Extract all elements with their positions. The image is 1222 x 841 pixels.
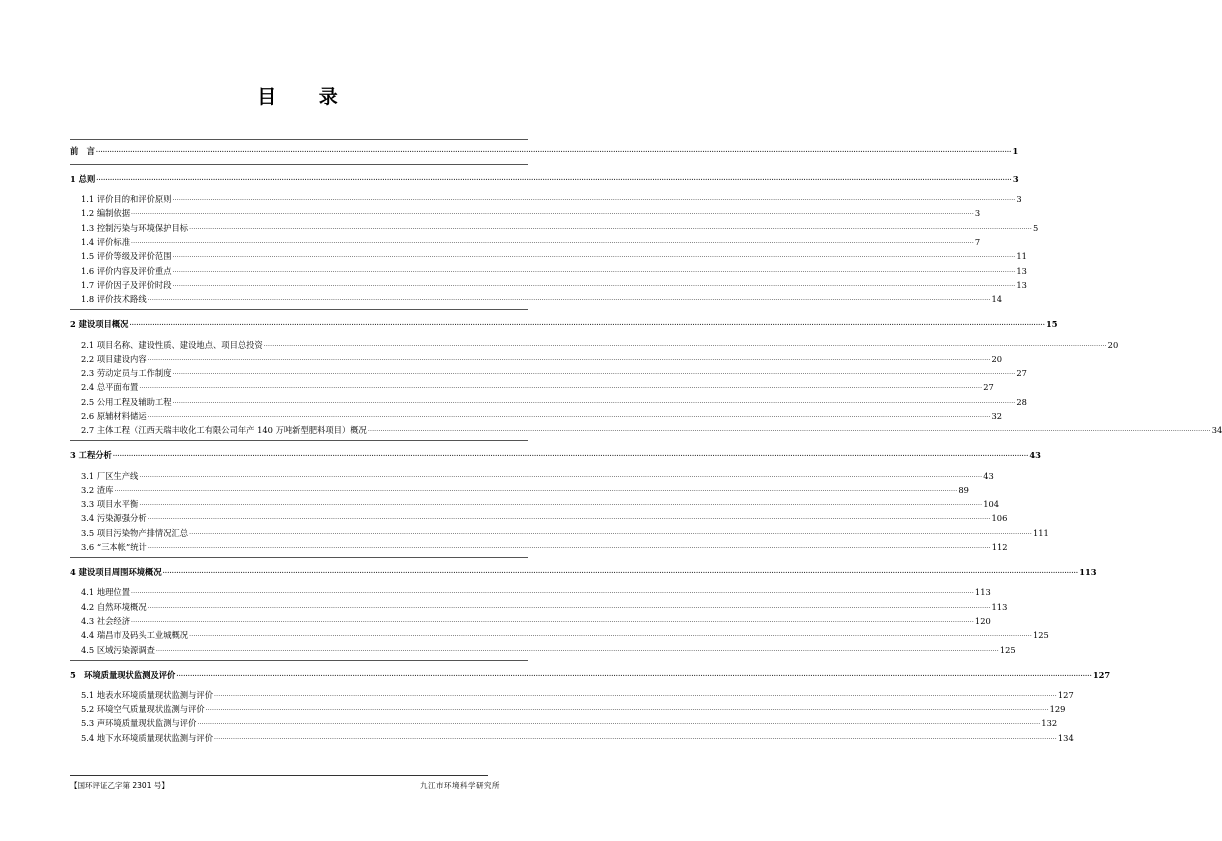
toc-entry-page: 127: [1057, 689, 1074, 700]
toc-leader-dots: ................................................................................................................................................................................................................................................................................................................................................................................................................: [147, 295, 991, 303]
toc-entry-page: 132: [1041, 718, 1058, 729]
toc-entry-page: 125: [1033, 630, 1049, 641]
toc-entry-label: 4.2 自然环境概况: [81, 601, 147, 612]
toc-entry-label: 1.6 评价内容及评价重点: [81, 265, 172, 276]
toc-entry-label: 1.7 评价因子及评价时段: [81, 279, 172, 290]
toc-entry-label: 2.4 总平面布置: [81, 382, 139, 393]
toc-entry-page: 32: [991, 411, 1003, 421]
toc-entry-label: 前 言: [70, 146, 95, 156]
toc-section-entry[interactable]: [70, 716, 1058, 730]
toc-leader-dots: ................................................................................................................................................................................................................................................................................................................................................................................................................: [147, 514, 991, 522]
toc-divider: [70, 164, 528, 165]
toc-leader-dots: ................................................................................................................................................................................................................................................................................................................................................................................................................: [131, 616, 974, 624]
toc-section-entry[interactable]: [70, 642, 1016, 656]
toc-section-entry[interactable]: [70, 600, 1008, 614]
toc-entry-page: 111: [1033, 527, 1049, 538]
toc-section-entry[interactable]: [70, 221, 1039, 235]
toc-leader-dots: ................................................................................................................................................................................................................................................................................................................................................................................................................: [147, 354, 991, 362]
toc-chapter-entry[interactable]: [70, 563, 1097, 581]
toc-leader-dots: ................................................................................................................................................................................................................................................................................................................................................................................................................: [131, 588, 974, 596]
toc-entry-label: 4.4 瑞昌市及码头工业城概况: [81, 630, 189, 641]
toc-entry-page: 113: [1079, 567, 1097, 578]
toc-entry-label: 2.1 项目名称、建设性质、建设地点、项目总投资: [81, 339, 263, 350]
toc-entry-label: 1.4 评价标准: [81, 237, 131, 248]
toc-section-entry[interactable]: [70, 526, 1049, 540]
toc-leader-dots: ................................................................................................................................................................................................................................................................................................................................................................................................................: [263, 340, 1107, 348]
toc-leader-dots: ................................................................................................................................................................................................................................................................................................................................................................................................................: [147, 543, 991, 551]
toc-entry-page: 125: [999, 644, 1016, 655]
footer-certificate: 【国环评证乙字第 2301 号】: [70, 781, 169, 790]
toc-entry-page: 43: [1029, 450, 1041, 461]
toc-leader-dots: ................................................................................................................................................................................................................................................................................................................................................................................................................: [139, 500, 983, 508]
toc-entry-page: 20: [991, 353, 1003, 364]
toc-entry-page: 20: [1107, 339, 1119, 350]
toc-entry-label: 2.3 劳动定员与工作制度: [81, 368, 172, 379]
toc-leader-dots: ................................................................................................................................................................................................................................................................................................................................................................................................................: [197, 719, 1041, 727]
footer-divider: [70, 775, 488, 776]
toc-entry-label: 4.1 地理位置: [81, 587, 131, 598]
toc-leader-dots: ................................................................................................................................................................................................................................................................................................................................................................................................................: [162, 568, 1079, 576]
toc-entry-page: 5: [1033, 222, 1039, 233]
toc-entry-label: 3.1 厂区生产线: [81, 470, 139, 481]
toc-leader-dots: ................................................................................................................................................................................................................................................................................................................................................................................................................: [95, 147, 1012, 154]
toc-chapter-entry[interactable]: [70, 142, 1019, 160]
toc-entry-page: 113: [974, 587, 991, 598]
toc-entry-label: 4.3 社会经济: [81, 615, 131, 626]
toc-section-entry[interactable]: [70, 731, 1074, 745]
toc-entry-page: 129: [1049, 704, 1066, 715]
toc-entry-page: 15: [1046, 319, 1058, 330]
toc-section-entry[interactable]: [70, 483, 969, 497]
toc-leader-dots: ................................................................................................................................................................................................................................................................................................................................................................................................................: [214, 733, 1057, 741]
toc-leader-dots: ................................................................................................................................................................................................................................................................................................................................................................................................................: [139, 471, 983, 479]
toc-entry-page: 112: [991, 542, 1008, 553]
toc-entry-label: 3.3 项目水平衡: [81, 499, 139, 510]
toc-leader-dots: ................................................................................................................................................................................................................................................................................................................................................................................................................: [155, 645, 999, 653]
toc-entry-label: 1.2 编制依据: [81, 208, 131, 219]
toc-entry-page: 13: [1016, 265, 1027, 276]
toc-leader-dots: ................................................................................................................................................................................................................................................................................................................................................................................................................: [172, 397, 1016, 405]
toc-entry-page: 3: [1012, 174, 1019, 184]
toc-entry-page: 106: [991, 513, 1008, 524]
toc-entry-page: 14: [991, 294, 1003, 305]
toc-leader-dots: ................................................................................................................................................................................................................................................................................................................................................................................................................: [172, 280, 1016, 288]
toc-entry-label: 1.8 评价技术路线: [81, 294, 147, 305]
toc-entry-page: 28: [1016, 396, 1027, 407]
toc-entry-page: 27: [1016, 368, 1027, 379]
toc-leader-dots: ................................................................................................................................................................................................................................................................................................................................................................................................................: [189, 223, 1032, 231]
toc-leader-dots: ................................................................................................................................................................................................................................................................................................................................................................................................................: [176, 670, 1092, 678]
toc-entry-label: 2 建设项目概况: [70, 319, 129, 330]
toc-entry-page: 127: [1092, 669, 1111, 680]
toc-entry-label: 5 环境质量现状监测及评价: [70, 669, 176, 680]
toc-leader-dots: ................................................................................................................................................................................................................................................................................................................................................................................................................: [205, 705, 1049, 713]
toc-section-entry[interactable]: [70, 468, 994, 482]
toc-leader-dots: ................................................................................................................................................................................................................................................................................................................................................................................................................: [147, 602, 991, 610]
toc-entry-label: 1.1 评价目的和评价原则: [81, 194, 172, 205]
toc-entry-page: 11: [1016, 251, 1027, 262]
toc-section-entry[interactable]: [70, 409, 1003, 423]
toc-section-entry[interactable]: [70, 585, 991, 599]
toc-entry-label: 2.7 主体工程（江西天瑞丰收化工有限公司年产 140 万吨新型肥料项目）概况: [81, 425, 367, 436]
toc-divider: [70, 557, 528, 558]
toc-section-entry[interactable]: [70, 235, 981, 249]
toc-leader-dots: ................................................................................................................................................................................................................................................................................................................................................................................................................: [131, 209, 974, 217]
toc-entry-page: 7: [974, 237, 981, 248]
toc-section-entry[interactable]: [70, 628, 1049, 642]
toc-entry-label: 3.6 “三本帐”统计: [81, 542, 147, 553]
toc-entry-page: 3: [974, 208, 981, 219]
footer-institute: 九江市环境科学研究所: [420, 781, 500, 790]
toc-leader-dots: ................................................................................................................................................................................................................................................................................................................................................................................................................: [172, 266, 1016, 274]
toc-entry-page: 43: [983, 470, 994, 481]
toc-section-entry[interactable]: [70, 380, 994, 394]
toc-entry-label: 4 建设项目周围环境概况: [70, 567, 162, 578]
toc-section-entry[interactable]: [70, 366, 1027, 380]
toc-entry-label: 5.1 地表水环境质量现状监测与评价: [81, 689, 213, 700]
toc-entry-label: 1.3 控制污染与环境保护目标: [81, 222, 189, 233]
toc-chapter-entry[interactable]: [70, 170, 1019, 188]
toc-entry-page: 27: [983, 382, 994, 393]
toc-entry-page: 113: [991, 601, 1008, 612]
toc-section-entry[interactable]: [70, 614, 991, 628]
toc-leader-dots: ................................................................................................................................................................................................................................................................................................................................................................................................................: [96, 175, 1012, 182]
toc-section-entry[interactable]: [70, 192, 1022, 206]
toc-leader-dots: ................................................................................................................................................................................................................................................................................................................................................................................................................: [172, 369, 1016, 377]
toc-section-entry[interactable]: [70, 540, 1008, 554]
toc-entry-label: 2.2 项目建设内容: [81, 353, 147, 364]
toc-leader-dots: ................................................................................................................................................................................................................................................................................................................................................................................................................: [189, 528, 1032, 536]
toc-entry-label: 1.5 评价等级及评价范围: [81, 251, 172, 262]
toc-section-entry[interactable]: [70, 395, 1027, 409]
toc-chapter-entry[interactable]: [70, 666, 1111, 684]
toc-section-entry[interactable]: [70, 497, 1000, 511]
toc-entry-page: 13: [1016, 279, 1027, 290]
toc-section-entry[interactable]: [70, 352, 1003, 366]
toc-leader-dots: ................................................................................................................................................................................................................................................................................................................................................................................................................: [114, 485, 958, 493]
toc-entry-label: 4.5 区域污染源调查: [81, 644, 155, 655]
toc-entry-page: 104: [983, 499, 1000, 510]
toc-divider: [70, 309, 528, 310]
toc-divider: [70, 660, 528, 661]
toc-section-entry[interactable]: [70, 688, 1074, 702]
toc-leader-dots: ................................................................................................................................................................................................................................................................................................................................................................................................................: [131, 238, 974, 246]
table-of-contents: [70, 136, 1222, 745]
toc-entry-page: 3: [1016, 194, 1022, 205]
toc-section-entry[interactable]: [70, 423, 1222, 437]
toc-section-entry[interactable]: [70, 511, 1008, 525]
toc-chapter-entry[interactable]: [70, 315, 1058, 333]
toc-entry-label: 5.2 环境空气质量现状监测与评价: [81, 704, 205, 715]
toc-entry-label: 3 工程分析: [70, 450, 112, 461]
toc-leader-dots: ................................................................................................................................................................................................................................................................................................................................................................................................................: [147, 412, 991, 419]
toc-section-entry[interactable]: [70, 249, 1027, 263]
toc-leader-dots: ................................................................................................................................................................................................................................................................................................................................................................................................................: [367, 426, 1211, 434]
toc-entry-label: 3.5 项目污染物产排情况汇总: [81, 527, 189, 538]
toc-entry-page: 120: [974, 615, 991, 626]
toc-entry-page: 34: [1211, 425, 1222, 436]
toc-entry-label: 2.5 公用工程及辅助工程: [81, 396, 172, 407]
toc-entry-page: 134: [1057, 732, 1074, 743]
toc-leader-dots: ................................................................................................................................................................................................................................................................................................................................................................................................................: [189, 631, 1032, 639]
toc-chapter-entry[interactable]: [70, 446, 1041, 464]
toc-entry-label: 5.3 声环境质量现状监测与评价: [81, 718, 197, 729]
toc-entry-label: 3.4 污染源强分析: [81, 513, 147, 524]
toc-section-entry[interactable]: [70, 206, 981, 220]
toc-section-entry[interactable]: [70, 278, 1027, 292]
toc-leader-dots: ................................................................................................................................................................................................................................................................................................................................................................................................................: [139, 383, 983, 391]
toc-entry-page: 89: [958, 484, 969, 495]
toc-divider: [70, 440, 528, 441]
toc-entry-label: 2.6 原辅材料储运: [81, 411, 147, 421]
toc-section-entry[interactable]: [70, 337, 1119, 351]
toc-entry-label: 5.4 地下水环境质量现状监测与评价: [81, 732, 213, 743]
toc-leader-dots: ................................................................................................................................................................................................................................................................................................................................................................................................................: [214, 690, 1057, 698]
toc-leader-dots: ................................................................................................................................................................................................................................................................................................................................................................................................................: [172, 195, 1016, 203]
toc-leader-dots: ................................................................................................................................................................................................................................................................................................................................................................................................................: [112, 451, 1029, 459]
toc-entry-label: 3.2 渣库: [81, 484, 114, 495]
toc-section-entry[interactable]: [70, 292, 1003, 306]
toc-entry-label: 1 总则: [70, 174, 96, 184]
toc-leader-dots: ................................................................................................................................................................................................................................................................................................................................................................................................................: [129, 320, 1045, 328]
toc-leader-dots: ................................................................................................................................................................................................................................................................................................................................................................................................................: [172, 252, 1016, 260]
page-title: 目 录: [257, 86, 356, 108]
toc-section-entry[interactable]: [70, 263, 1027, 277]
toc-entry-page: 1: [1012, 146, 1019, 156]
toc-divider: [70, 139, 528, 140]
toc-section-entry[interactable]: [70, 702, 1066, 716]
